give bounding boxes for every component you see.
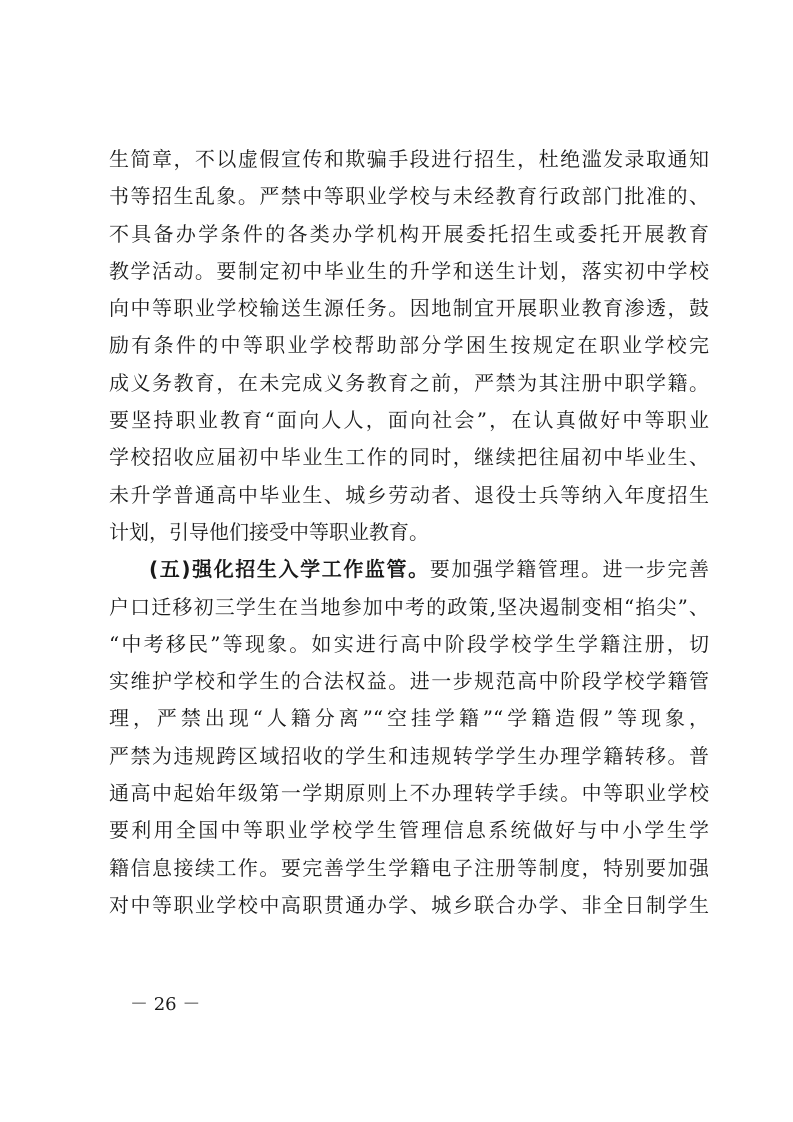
text-line: 成义务教育，在未完成义务教育之前，严禁为其注册中职学籍。: [109, 370, 709, 395]
text-line: 要利用全国中等职业学校学生管理信息系统做好与中小学生学: [109, 818, 709, 843]
page-number: － 26 －: [130, 994, 201, 1015]
text-line: 对中等职业学校中高职贯通办学、城乡联合办学、非全日制学生: [109, 892, 709, 917]
text-line: 向中等职业学校输送生源任务。因地制宜开展职业教育渗透，鼓: [109, 296, 709, 321]
text-line: 励有条件的中等职业学校帮助部分学困生按规定在职业学校完: [109, 333, 709, 358]
section-first-line: [109, 551, 709, 588]
text-line: 生简章，不以虚假宣传和欺骗手段进行招生，杜绝滥发录取通知: [109, 147, 709, 171]
text-line: 学校招收应届初中毕业生工作的同时，继续把往届初中毕业生、: [109, 445, 709, 470]
text-line: 通高中起始年级第一学期原则上不办理转学手续。中等职业学校: [109, 781, 709, 806]
text-line: 未升学普通高中毕业生、城乡劳动者、退役士兵等纳入年度招生: [109, 482, 709, 507]
text-line: 户口迁移初三学生在当地参加中考的政策,坚决遏制变相“掐尖”、: [109, 594, 709, 619]
text-line: 严禁为违规跨区域招收的学生和违规转学学生办理学籍转移。普: [109, 743, 709, 768]
section-heading: (五)强化招生入学工作监管。: [149, 557, 430, 582]
text-line: 计划，引导他们接受中等职业教育。: [109, 519, 429, 544]
text-line: 实维护学校和学生的合法权益。进一步规范高中阶段学校学籍管: [109, 669, 709, 694]
text-line: 要坚持职业教育“面向人人，面向社会”，在认真做好中等职业: [109, 408, 709, 433]
text-line: “中考移民”等现象。如实进行高中阶段学校学生学籍注册，切: [109, 631, 709, 656]
text-line: 理，严禁出现“人籍分离”“空挂学籍”“学籍造假”等现象，: [109, 706, 709, 731]
section-heading-rest: 要加强学籍管理。进一步完善: [429, 557, 709, 582]
text-line: 籍信息接续工作。要完善学生学籍电子注册等制度，特别要加强: [109, 855, 709, 880]
text-line: 书等招生乱象。严禁中等职业学校与未经教育行政部门批准的、: [109, 184, 709, 209]
body-text: [109, 141, 709, 924]
text-line: 教学活动。要制定初中毕业生的升学和送生计划，落实初中学校: [109, 258, 709, 283]
text-line: 不具备办学条件的各类办学机构开展委托招生或委托开展教育: [109, 221, 709, 246]
